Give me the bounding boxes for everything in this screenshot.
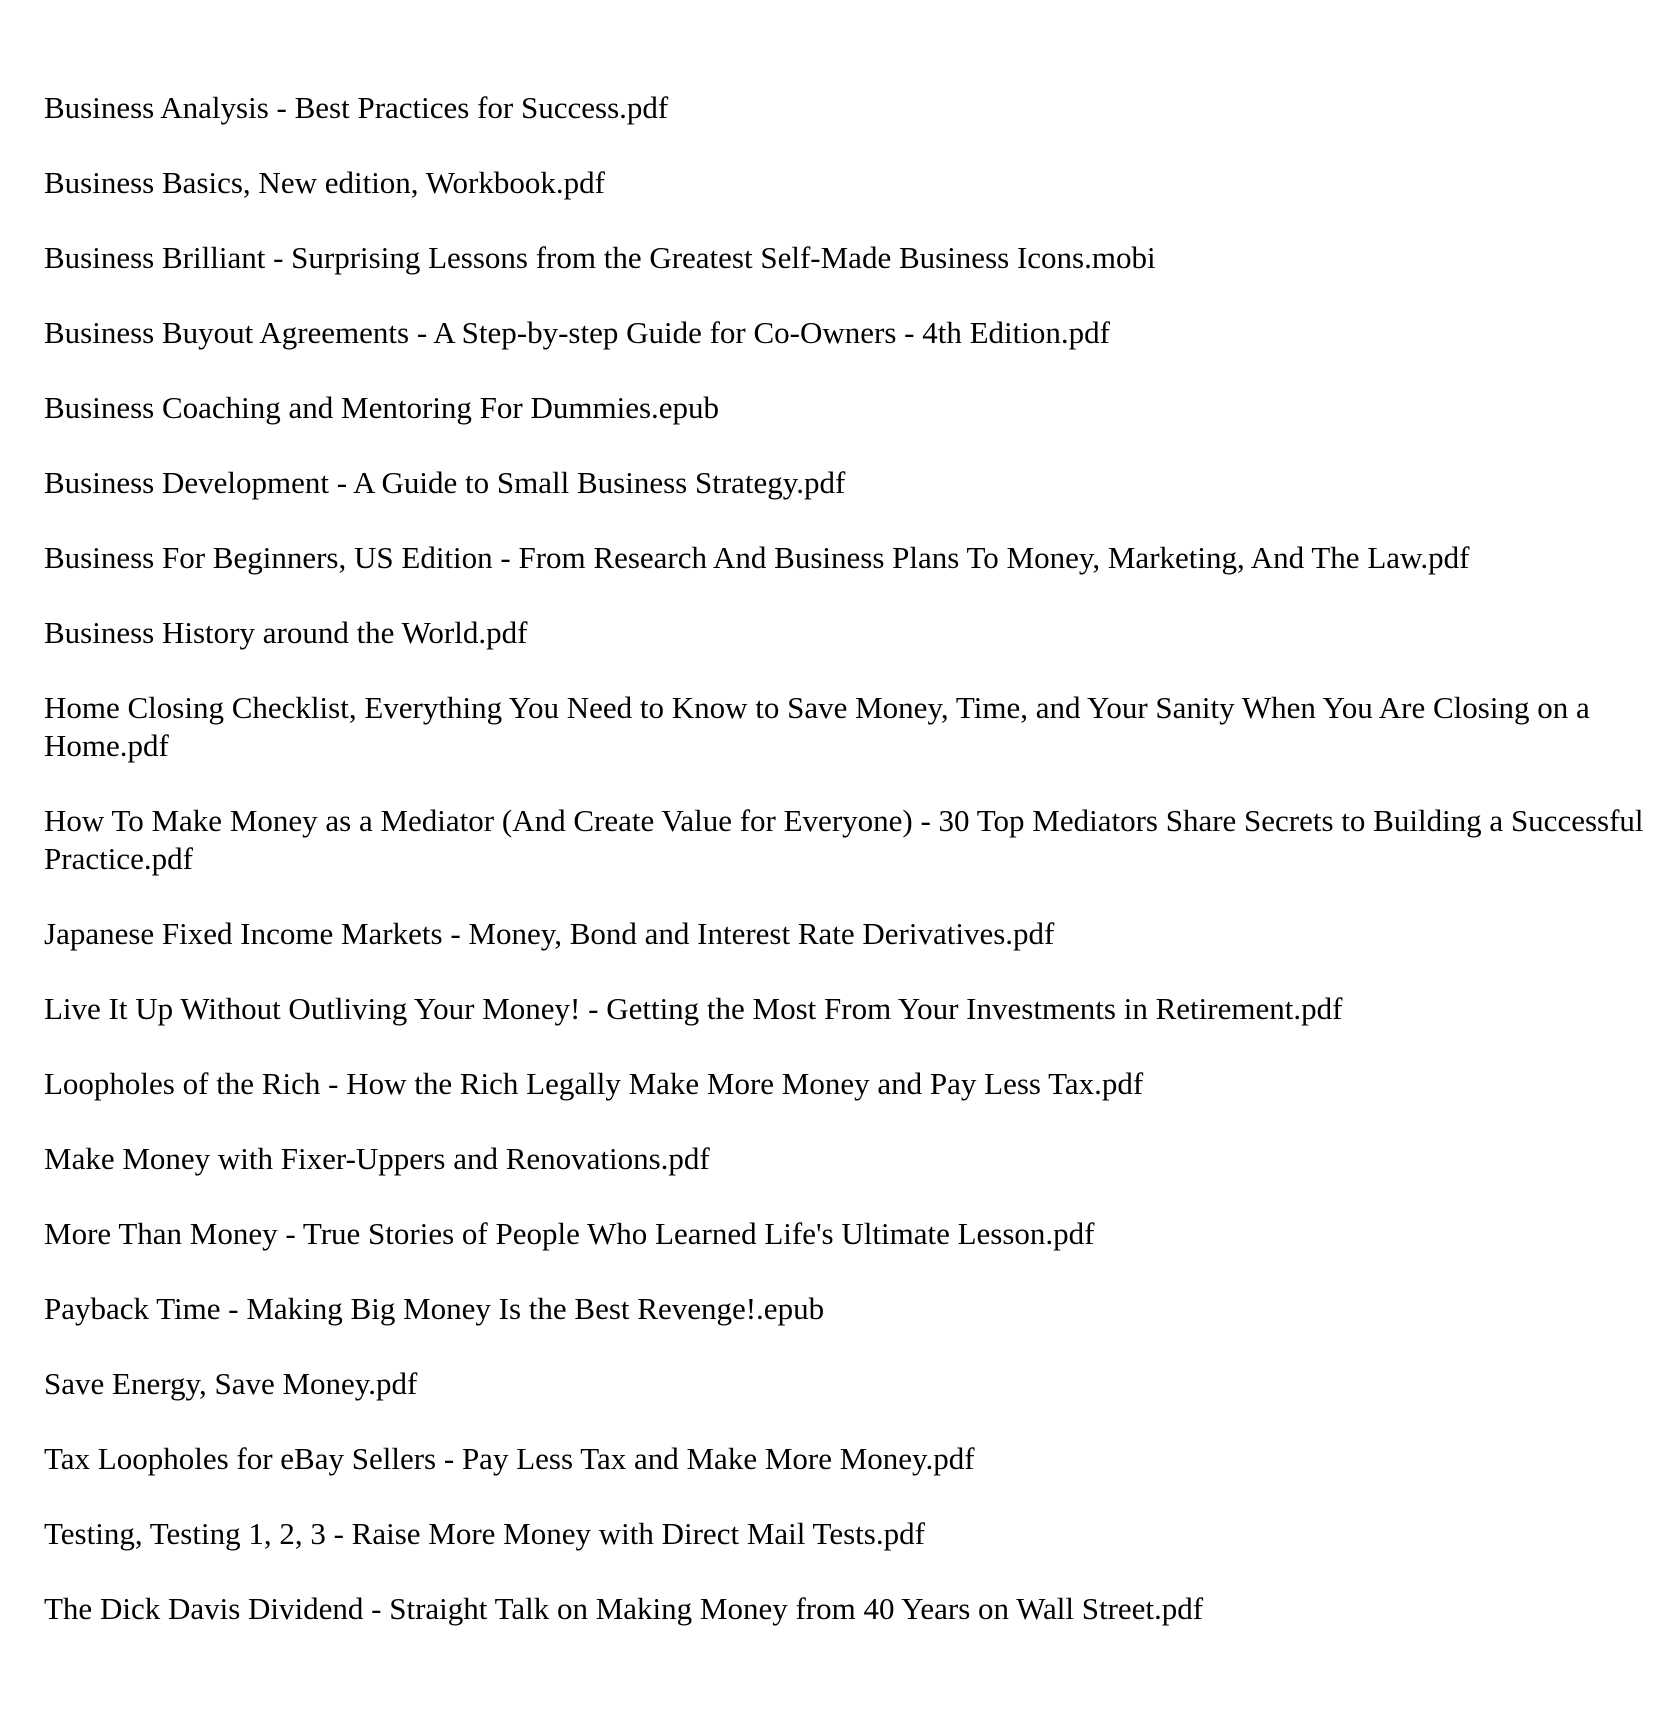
list-item: Payback Time - Making Big Money Is the Best Revenge!.epub	[44, 1291, 825, 1326]
file-list	[44, 89, 1644, 1665]
list-item: Japanese Fixed Income Markets - Money, Bond and Interest Rate Derivatives.pdf	[44, 916, 1055, 951]
list-item: Business Coaching and Mentoring For Dummies.epub	[44, 390, 720, 425]
list-item: Business Buyout Agreements - A Step-by-step Guide for Co-Owners - 4th Edition.pdf	[44, 315, 1110, 350]
list-item: How To Make Money as a Mediator (And Create Value for Everyone) - 30 Top Mediators Share Secrets to Building a Successful Practice.pdf	[44, 803, 1644, 876]
list-item: More Than Money - True Stories of People Who Learned Life's Ultimate Lesson.pdf	[44, 1216, 1095, 1251]
list-item: Loopholes of the Rich - How the Rich Legally Make More Money and Pay Less Tax.pdf	[44, 1066, 1144, 1101]
list-item: Business For Beginners, US Edition - From Research And Business Plans To Money, Marketing, And The Law.pdf	[44, 540, 1470, 575]
list-item: Tax Loopholes for eBay Sellers - Pay Less Tax and Make More Money.pdf	[44, 1441, 975, 1476]
list-item: Testing, Testing 1, 2, 3 - Raise More Money with Direct Mail Tests.pdf	[44, 1516, 925, 1551]
list-item: Live It Up Without Outliving Your Money! - Getting the Most From Your Investments in Retirement.pdf	[44, 991, 1343, 1026]
list-item: Business Development - A Guide to Small Business Strategy.pdf	[44, 465, 846, 500]
list-item: Business Basics, New edition, Workbook.pdf	[44, 165, 605, 200]
list-item: Business Analysis - Best Practices for Success.pdf	[44, 90, 669, 125]
list-item: Business History around the World.pdf	[44, 615, 528, 650]
list-item: The Dick Davis Dividend - Straight Talk on Making Money from 40 Years on Wall Street.pdf	[44, 1591, 1204, 1626]
list-item: Save Energy, Save Money.pdf	[44, 1366, 418, 1401]
list-item: Business Brilliant - Surprising Lessons from the Greatest Self-Made Business Icons.mobi	[44, 240, 1156, 275]
list-item: Make Money with Fixer-Uppers and Renovations.pdf	[44, 1141, 710, 1176]
list-item: Home Closing Checklist, Everything You Need to Know to Save Money, Time, and Your Sanity When You Are Closing on a Home.pdf	[44, 690, 1590, 763]
